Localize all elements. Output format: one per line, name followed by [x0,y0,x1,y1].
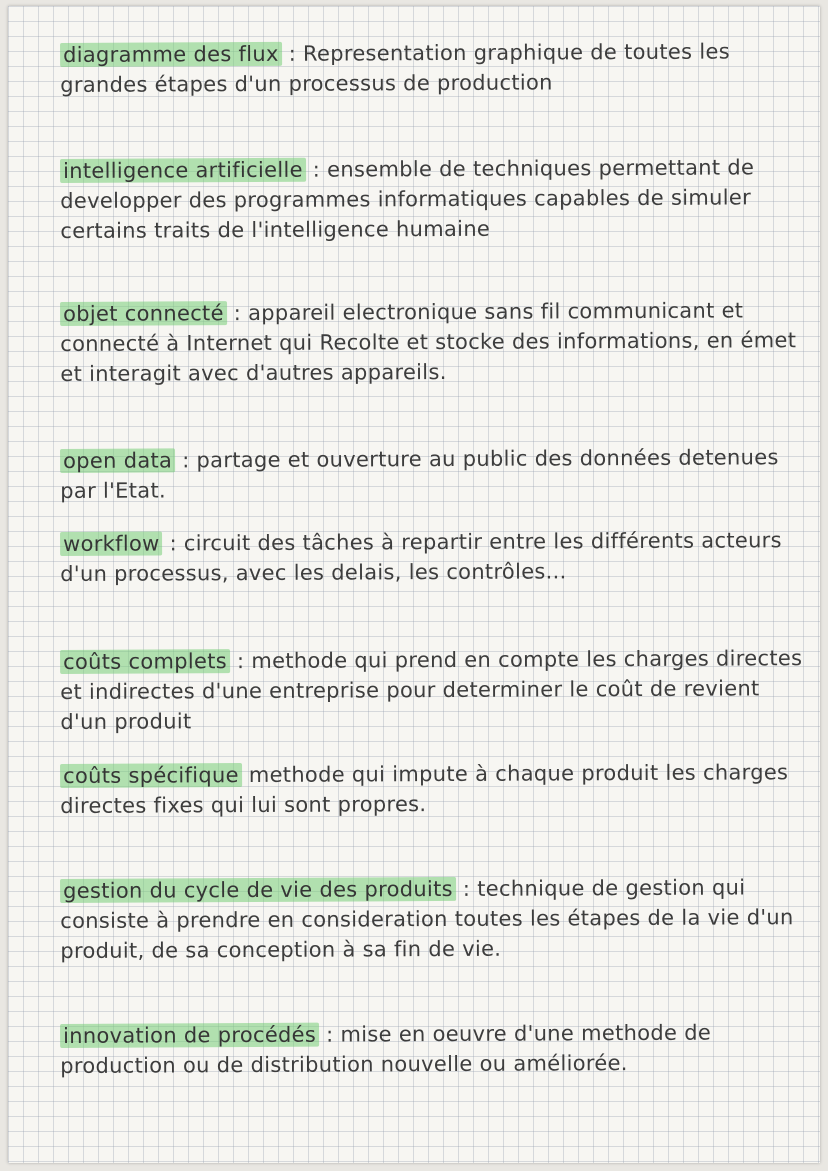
definition-text: : partage et ouverture au public des données detenues par l'Etat. [60,445,779,503]
glossary-entry-gestion-cycle-de-vie [60,872,812,966]
definition-text: : Representation graphique de toutes les grandes étapes d'un processus de production [60,39,730,97]
term-highlight: gestion du cycle de vie des produits [60,877,456,903]
glossary-entry-workflow [60,525,812,589]
term-highlight: diagramme des flux [60,42,282,67]
definition-text: : circuit des tâches à repartir entre les différents acteurs d'un processus, avec les delais, les contrôles... [60,528,782,586]
term-highlight: intelligence artificielle [60,158,306,183]
notebook-page [8,6,820,1163]
glossary-entry-open-data [60,442,812,506]
glossary-entry-diagramme-des-flux [60,36,812,100]
definition-text: : methode qui prend en compte les charges directes et indirectes d'une entreprise pour determiner le coût de revient d'un produit [60,646,803,734]
definition-text: : mise en oeuvre d'une methode de production ou de distribution nouvelle ou améliorée. [60,1020,712,1078]
definition-text: : appareil electronique sans fil communicant et connecté à Internet qui Recolte et stocke des informations, en émet et interagit avec d'autres appareils. [60,298,797,386]
term-highlight: coûts complets [60,649,230,674]
term-highlight: workflow [60,531,163,556]
term-highlight: innovation de procédés [60,1023,319,1048]
glossary-entry-intelligence-artificielle [60,152,812,246]
definition-text: : technique de gestion qui consiste à prendre en consideration toutes les étapes de la vie d'un produit, de sa conception à sa fin de vie. [60,875,794,963]
definition-text: : ensemble de techniques permettant de developper des programmes informatiques capables de simuler certains traits de l'intelligence humaine [60,155,755,243]
glossary-entry-objet-connecte [60,295,812,389]
glossary-entry-couts-complets [60,643,812,737]
glossary-entry-innovation-de-procedes [60,1017,812,1081]
definition-text: methode qui impute à chaque produit les charges directes fixes qui lui sont propres. [60,760,789,818]
term-highlight: coûts spécifique [60,763,242,788]
term-highlight: objet connecté [60,301,227,326]
term-highlight: open data [60,448,175,473]
glossary-entry-couts-specifique [60,757,812,821]
